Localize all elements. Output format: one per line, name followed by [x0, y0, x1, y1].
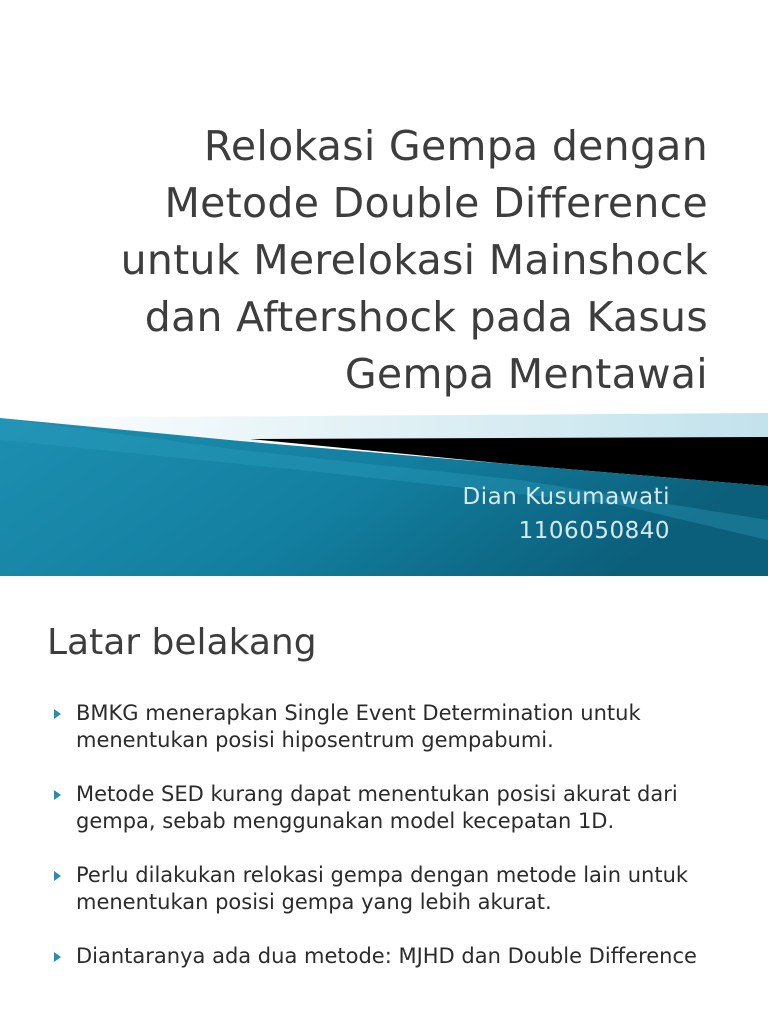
- title-line: Metode Double Difference: [164, 179, 708, 227]
- author-id: 1106050840: [518, 518, 670, 544]
- list-item: [52, 700, 742, 754]
- bullet-arrow-icon: [54, 952, 61, 962]
- list-item: [52, 862, 742, 916]
- bullet-list: [52, 700, 742, 997]
- slide-heading: Latar belakang: [47, 622, 317, 663]
- list-item: [52, 943, 742, 970]
- content-slide: [0, 576, 768, 1024]
- bullet-text: Diantaranya ada dua metode: MJHD dan Double Difference: [76, 944, 697, 968]
- bullet-text: Metode SED kurang dapat menentukan posisi akurat dari gempa, sebab menggunakan model kecepatan 1D.: [76, 782, 678, 833]
- title-line: Relokasi Gempa dengan: [203, 122, 708, 170]
- bullet-arrow-icon: [54, 871, 61, 881]
- bullet-arrow-icon: [54, 790, 61, 800]
- title-line: untuk Merelokasi Mainshock: [120, 236, 708, 284]
- author-name: Dian Kusumawati: [462, 484, 670, 510]
- list-item: [52, 781, 742, 835]
- author-block: [463, 480, 670, 548]
- bullet-arrow-icon: [54, 709, 61, 719]
- bullet-text: BMKG menerapkan Single Event Determination untuk menentukan posisi hiposentrum gempabumi.: [76, 701, 641, 752]
- bullet-text: Perlu dilakukan relokasi gempa dengan metode lain untuk menentukan posisi gempa yang lebih akurat.: [76, 863, 689, 914]
- title-line: dan Aftershock pada Kasus: [144, 293, 708, 341]
- title-line: Gempa Mentawai: [344, 350, 708, 398]
